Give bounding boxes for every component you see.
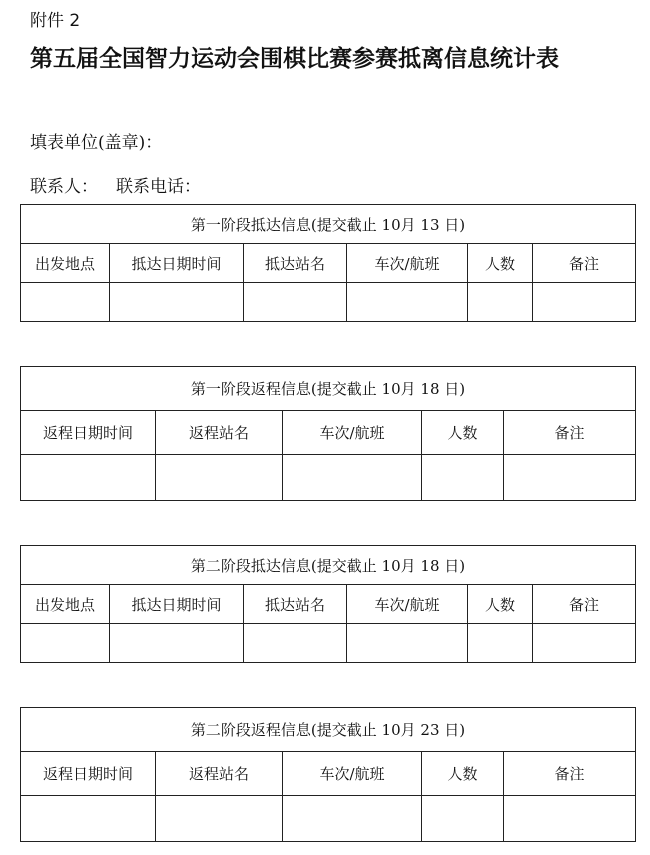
column-header: 备注: [533, 244, 636, 283]
input-cell[interactable]: [244, 624, 347, 663]
column-header: 人数: [422, 411, 504, 455]
contact-phone-label: 联系电话：: [116, 177, 201, 197]
column-header: 抵达站名: [244, 585, 347, 624]
stage2-return-table: [20, 707, 636, 842]
input-cell[interactable]: [533, 283, 636, 322]
column-header: 抵达站名: [244, 244, 347, 283]
input-cell[interactable]: [468, 283, 533, 322]
table-caption: 第一阶段抵达信息(提交截止 10月 13 日): [21, 205, 636, 244]
column-header: 备注: [533, 585, 636, 624]
input-cell[interactable]: [244, 283, 347, 322]
table-row: [21, 624, 636, 663]
stage1-return-table: [20, 366, 636, 501]
column-header: 返程站名: [156, 752, 283, 796]
column-header: 返程日期时间: [21, 411, 156, 455]
table-header-row: [21, 752, 636, 796]
column-header: 抵达日期时间: [110, 244, 244, 283]
table-header-row: [21, 411, 636, 455]
input-cell[interactable]: [533, 624, 636, 663]
attachment-label: 附件 2: [30, 11, 81, 31]
unit-field: [30, 128, 162, 153]
column-header: 车次/航班: [347, 244, 468, 283]
page-title: 第五届全国智力运动会围棋比赛参赛抵离信息统计表: [30, 45, 559, 72]
table-row: [21, 796, 636, 842]
input-cell[interactable]: [110, 283, 244, 322]
column-header: 抵达日期时间: [110, 585, 244, 624]
table-header-row: [21, 244, 636, 283]
table-header-row: [21, 585, 636, 624]
input-cell[interactable]: [504, 455, 636, 501]
input-cell[interactable]: [283, 455, 422, 501]
unit-label: 填表单位(盖章)：: [30, 133, 163, 153]
contact-person-label: 联系人：: [30, 177, 98, 197]
column-header: 返程站名: [156, 411, 283, 455]
input-cell[interactable]: [422, 455, 504, 501]
column-header: 车次/航班: [283, 752, 422, 796]
table-caption: 第一阶段返程信息(提交截止 10月 18 日): [21, 367, 636, 411]
column-header: 出发地点: [21, 585, 110, 624]
column-header: 人数: [468, 244, 533, 283]
input-cell[interactable]: [468, 624, 533, 663]
input-cell[interactable]: [21, 283, 110, 322]
column-header: 人数: [468, 585, 533, 624]
input-cell[interactable]: [347, 283, 468, 322]
input-cell[interactable]: [21, 455, 156, 501]
input-cell[interactable]: [422, 796, 504, 842]
column-header: 出发地点: [21, 244, 110, 283]
input-cell[interactable]: [110, 624, 244, 663]
column-header: 车次/航班: [347, 585, 468, 624]
contact-field: [30, 172, 201, 197]
stage1-arrival-table: [20, 204, 636, 322]
input-cell[interactable]: [504, 796, 636, 842]
column-header: 返程日期时间: [21, 752, 156, 796]
input-cell[interactable]: [21, 796, 156, 842]
input-cell[interactable]: [347, 624, 468, 663]
column-header: 人数: [422, 752, 504, 796]
stage2-arrival-table: [20, 545, 636, 663]
table-caption: 第二阶段返程信息(提交截止 10月 23 日): [21, 708, 636, 752]
input-cell[interactable]: [156, 796, 283, 842]
column-header: 车次/航班: [283, 411, 422, 455]
table-row: [21, 455, 636, 501]
column-header: 备注: [504, 411, 636, 455]
input-cell[interactable]: [21, 624, 110, 663]
column-header: 备注: [504, 752, 636, 796]
table-row: [21, 283, 636, 322]
input-cell[interactable]: [283, 796, 422, 842]
input-cell[interactable]: [156, 455, 283, 501]
table-caption: 第二阶段抵达信息(提交截止 10月 18 日): [21, 546, 636, 585]
